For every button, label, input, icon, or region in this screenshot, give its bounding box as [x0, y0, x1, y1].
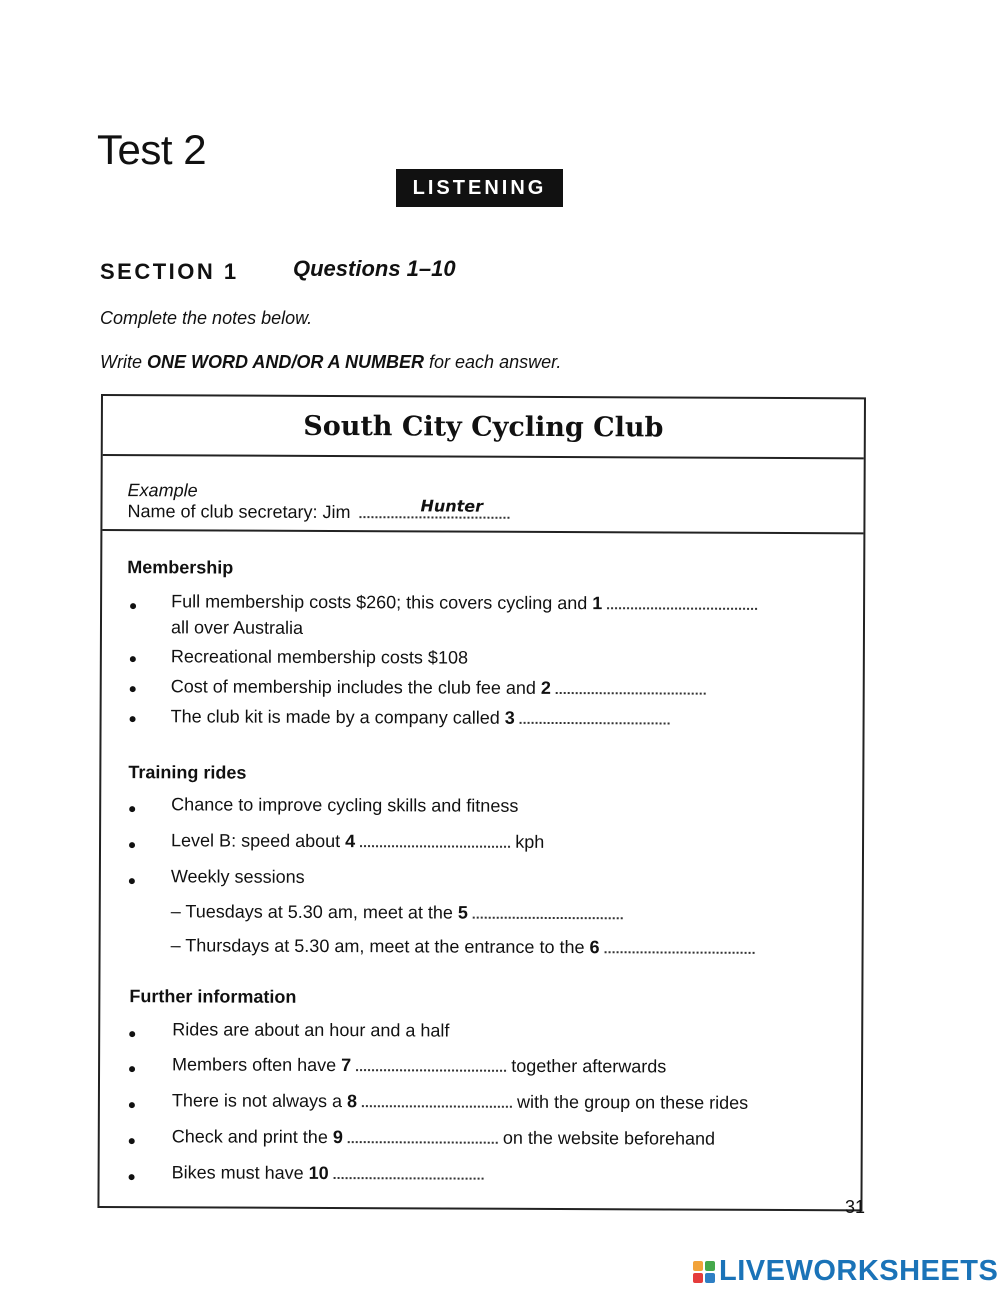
- item-text: – Tuesdays at 5.30 am, meet at the: [170, 901, 453, 923]
- item-text: The club kit is made by a company called: [170, 706, 500, 728]
- membership-item-2: [171, 646, 468, 668]
- training-item-3: [171, 866, 305, 888]
- bullet-dot: [129, 1066, 135, 1072]
- liveworksheets-logo[interactable]: [693, 1255, 998, 1288]
- item-after-text: with the group on these rides: [517, 1091, 749, 1113]
- question-number: 10: [308, 1162, 329, 1184]
- item-text: Members often have: [172, 1054, 337, 1076]
- item-text: Level B: speed about: [171, 830, 341, 852]
- example-divider: [102, 529, 863, 534]
- question-number: 3: [504, 707, 515, 728]
- item-text: Recreational membership costs $108: [170, 646, 469, 668]
- logo-square: [705, 1273, 715, 1283]
- logo-square: [693, 1261, 703, 1271]
- instruction-bold: ONE WORD AND/OR A NUMBER: [147, 352, 425, 372]
- question-number: 9: [332, 1127, 343, 1148]
- item-text: Rides are about an hour and a half: [172, 1019, 450, 1041]
- instruction-complete-notes: Complete the notes below.: [100, 308, 313, 328]
- item-text: Full membership costs $260; this covers cycling and: [171, 591, 588, 614]
- membership-heading: Membership: [127, 557, 234, 578]
- further-heading: Further information: [129, 986, 297, 1007]
- item-text: Weekly sessions: [170, 866, 305, 887]
- item-after-text: on the website beforehand: [502, 1127, 716, 1149]
- questions-label: Questions 1–10: [293, 256, 456, 281]
- item-after-text: together afterwards: [511, 1055, 667, 1077]
- question-number: 5: [457, 902, 468, 923]
- listening-badge: LISTENING: [396, 169, 563, 207]
- bullet-dot: [129, 1174, 135, 1180]
- item-text: There is not always a: [171, 1090, 343, 1112]
- notes-box: [97, 394, 866, 1211]
- box-title: South City Cycling Club: [303, 410, 664, 444]
- bullet-dot: [130, 656, 136, 662]
- answer-input-4[interactable]: [360, 831, 510, 848]
- item-after-text: kph: [515, 831, 545, 852]
- membership-item-1-line2: all over Australia: [170, 617, 304, 638]
- question-number: 2: [540, 677, 551, 698]
- further-item-2: [172, 1054, 666, 1077]
- question-number: 4: [345, 831, 356, 852]
- answer-input-2[interactable]: [556, 678, 706, 695]
- item-text: Bikes must have: [171, 1162, 304, 1183]
- question-number: 8: [346, 1091, 358, 1112]
- bullet-dot: [130, 686, 136, 692]
- bullet-dot: [129, 1138, 135, 1144]
- further-item-3: [172, 1090, 748, 1114]
- example-answer: Hunter: [420, 496, 484, 516]
- logo-square: [705, 1261, 715, 1271]
- item-text: – Thursdays at 5.30 am, meet at the entrance to the: [170, 935, 585, 958]
- membership-item-3: [171, 676, 706, 699]
- example-text: Name of club secretary: Jim: [127, 501, 351, 523]
- bullet-dot: [129, 1102, 135, 1108]
- bullet-dot: [129, 1031, 135, 1037]
- logo-square: [693, 1273, 703, 1283]
- bullet-dot: [129, 878, 135, 884]
- question-number: 7: [341, 1055, 352, 1076]
- item-text: Chance to improve cycling skills and fitness: [171, 794, 519, 816]
- answer-input-6[interactable]: [605, 937, 755, 954]
- logo-text: LIVEWORKSHEETS: [719, 1255, 999, 1287]
- page-number: 31: [845, 1197, 866, 1217]
- answer-input-10[interactable]: [334, 1163, 484, 1180]
- training-item-2: [171, 830, 544, 853]
- title-divider: [103, 454, 864, 459]
- further-item-4: [172, 1126, 715, 1149]
- answer-input-8[interactable]: [362, 1091, 512, 1108]
- answer-input-1[interactable]: [607, 593, 757, 610]
- training-subitem-tuesday: [171, 901, 623, 924]
- instruction-word-limit: [100, 352, 561, 373]
- answer-input-7[interactable]: [356, 1055, 506, 1072]
- training-item-1: [171, 794, 518, 817]
- further-item-1: [172, 1019, 449, 1041]
- training-heading: Training rides: [128, 762, 247, 783]
- example-label: Example: [127, 480, 198, 501]
- answer-input-3[interactable]: [520, 708, 670, 725]
- training-subitem-thursday: [171, 935, 755, 959]
- question-number: 1: [592, 593, 603, 614]
- test-title: Test 2: [97, 126, 207, 173]
- bullet-dot: [130, 603, 136, 609]
- bullet-dot: [130, 716, 136, 722]
- answer-input-9[interactable]: [348, 1127, 498, 1144]
- further-item-5: [172, 1162, 484, 1184]
- membership-item-4: [171, 706, 670, 729]
- section-label: SECTION 1: [100, 259, 239, 284]
- item-text: Cost of membership includes the club fee and: [170, 676, 536, 698]
- question-number: 6: [589, 937, 600, 958]
- instruction-suffix: for each answer.: [429, 352, 562, 372]
- membership-item-1: [171, 591, 757, 615]
- bullet-dot: [129, 842, 135, 848]
- item-text: Check and print the: [171, 1126, 328, 1147]
- bullet-dot: [129, 806, 135, 812]
- instruction-prefix: Write: [100, 352, 142, 372]
- answer-input-5[interactable]: [473, 903, 623, 920]
- logo-squares-icon: [693, 1261, 715, 1283]
